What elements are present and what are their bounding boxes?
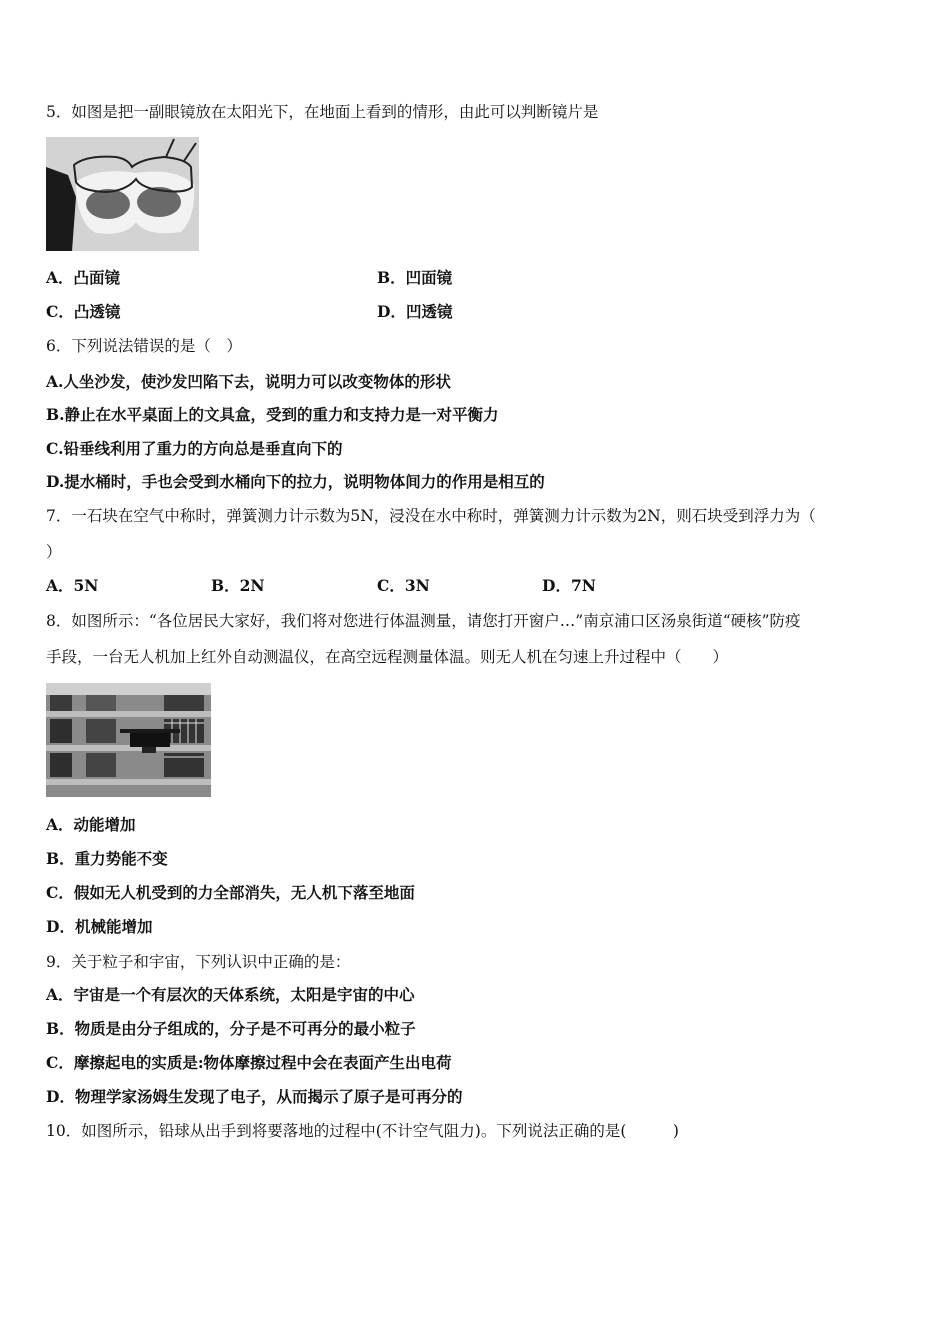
q9-option-a: A．宇宙是一个有层次的天体系统，太阳是宇宙的中心 (46, 985, 415, 1004)
q6-stem: 6．下列说法错误的是（ ） (46, 337, 242, 355)
q7-option-b: B．2N (211, 576, 265, 595)
q7-option-c: C．3N (377, 576, 430, 595)
q6-option-c: C.铅垂线利用了重力的方向总是垂直向下的 (46, 439, 343, 458)
q7-stem-line1: 7．一石块在空气中称时，弹簧测力计示数为5N，浸没在水中称时，弹簧测力计示数为2N，则石块受到浮力为（ (46, 507, 816, 525)
q7-option-a: A．5N (46, 576, 99, 595)
q5-glasses-figure (46, 137, 199, 251)
q8-stem-line1: 8．如图所示：“各位居民大家好，我们将对您进行体温测量，请您打开窗户…”南京浦口区汤泉街道“硬核”防疫 (46, 612, 801, 630)
q10-stem: 10．如图所示，铅球从出手到将要落地的过程中(不计空气阻力)。下列说法正确的是( ) (46, 1122, 679, 1140)
q5-option-d: D．凹透镜 (377, 302, 453, 321)
q5-option-c: C．凸透镜 (46, 302, 121, 321)
q7-stem-line2: ） (46, 543, 62, 561)
q9-option-d: D．物理学家汤姆生发现了电子，从而揭示了原子是可再分的 (46, 1087, 463, 1106)
q6-option-b: B.静止在水平桌面上的文具盒，受到的重力和支持力是一对平衡力 (46, 405, 499, 424)
q7-option-d: D．7N (542, 576, 596, 595)
q9-option-c: C．摩擦起电的实质是:物体摩擦过程中会在表面产生出电荷 (46, 1053, 452, 1072)
q9-stem: 9．关于粒子和宇宙，下列认识中正确的是： (46, 953, 351, 971)
q8-option-a: A．动能增加 (46, 815, 136, 834)
drone-building-image (46, 683, 211, 797)
q8-stem-line2: 手段，一台无人机加上红外自动测温仪，在高空远程测量体温。则无人机在匀速上升过程中（ ） (46, 648, 729, 666)
q8-option-b: B．重力势能不变 (46, 849, 168, 868)
q5-stem: 5．如图是把一副眼镜放在太阳光下，在地面上看到的情形，由此可以判断镜片是 (46, 103, 599, 121)
q8-option-c: C．假如无人机受到的力全部消失，无人机下落至地面 (46, 883, 415, 902)
q9-option-b: B．物质是由分子组成的，分子是不可再分的最小粒子 (46, 1019, 416, 1038)
q5-option-b: B．凹面镜 (377, 268, 453, 287)
q8-option-d: D．机械能增加 (46, 917, 153, 936)
q5-option-a: A．凸面镜 (46, 268, 121, 287)
q6-option-d: D.提水桶时，手也会受到水桶向下的拉力，说明物体间力的作用是相互的 (46, 472, 545, 491)
glasses-shadow-image (46, 137, 199, 251)
q8-drone-figure (46, 683, 211, 797)
q6-option-a: A.人坐沙发，使沙发凹陷下去，说明力可以改变物体的形状 (46, 372, 451, 391)
